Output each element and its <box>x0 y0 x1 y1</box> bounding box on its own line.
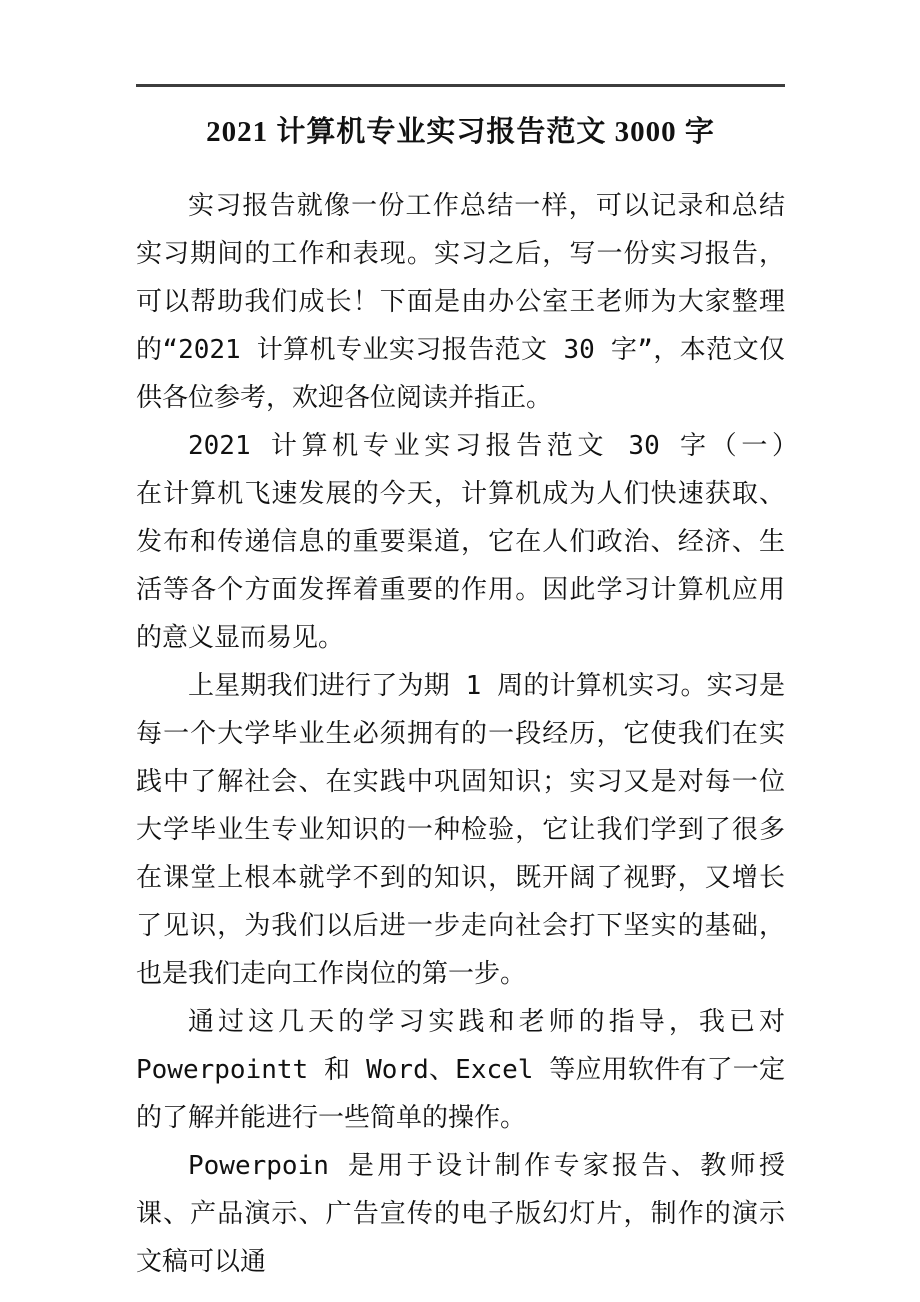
paragraph-section-one-heading: 2021 计算机专业实习报告范文 30 字（一） 在计算机飞速发展的今天，计算机成为人们快速获取、发布和传递信息的重要渠道，它在人们政治、经济、生活等各个方面发挥着重要的作用。因此学习计算机应用的意义显而易见。 <box>136 431 864 653</box>
paragraph-powerpoint-description: Powerpoin 是用于设计制作专家报告、教师授课、产品演示、广告宣传的电子版幻灯片，制作的演示文稿可以通 <box>136 1151 785 1277</box>
paragraph-intro: 实习报告就像一份工作总结一样，可以记录和总结实习期间的工作和表现。实习之后，写一份实习报告，可以帮助我们成长！下面是由办公室王老师为大家整理的“2021 计算机专业实习报告范文 30 字”，本范文仅供各位参考，欢迎各位阅读并指正。 <box>136 191 785 413</box>
paragraph-internship-experience: 上星期我们进行了为期 1 周的计算机实习。实习是每一个大学毕业生必须拥有的一段经历，它使我们在实践中了解社会、在实践中巩固知识；实习又是对每一位大学毕业生专业知识的一种检验，它让我们学到了很多在课堂上根本就学不到的知识，既开阔了视野，又增长了见识，为我们以后进一步走向社会打下坚实的基础，也是我们走向工作岗位的第一步。 <box>136 671 785 989</box>
document-title: 2021 计算机专业实习报告范文 3000 字 <box>206 116 715 148</box>
horizontal-rule <box>136 84 785 87</box>
document-body <box>136 112 864 1286</box>
paragraph-software-learning: 通过这几天的学习实践和老师的指导，我已对 Powerpointt 和 Word、Excel 等应用软件有了一定的了解并能进行一些简单的操作。 <box>136 1007 785 1133</box>
